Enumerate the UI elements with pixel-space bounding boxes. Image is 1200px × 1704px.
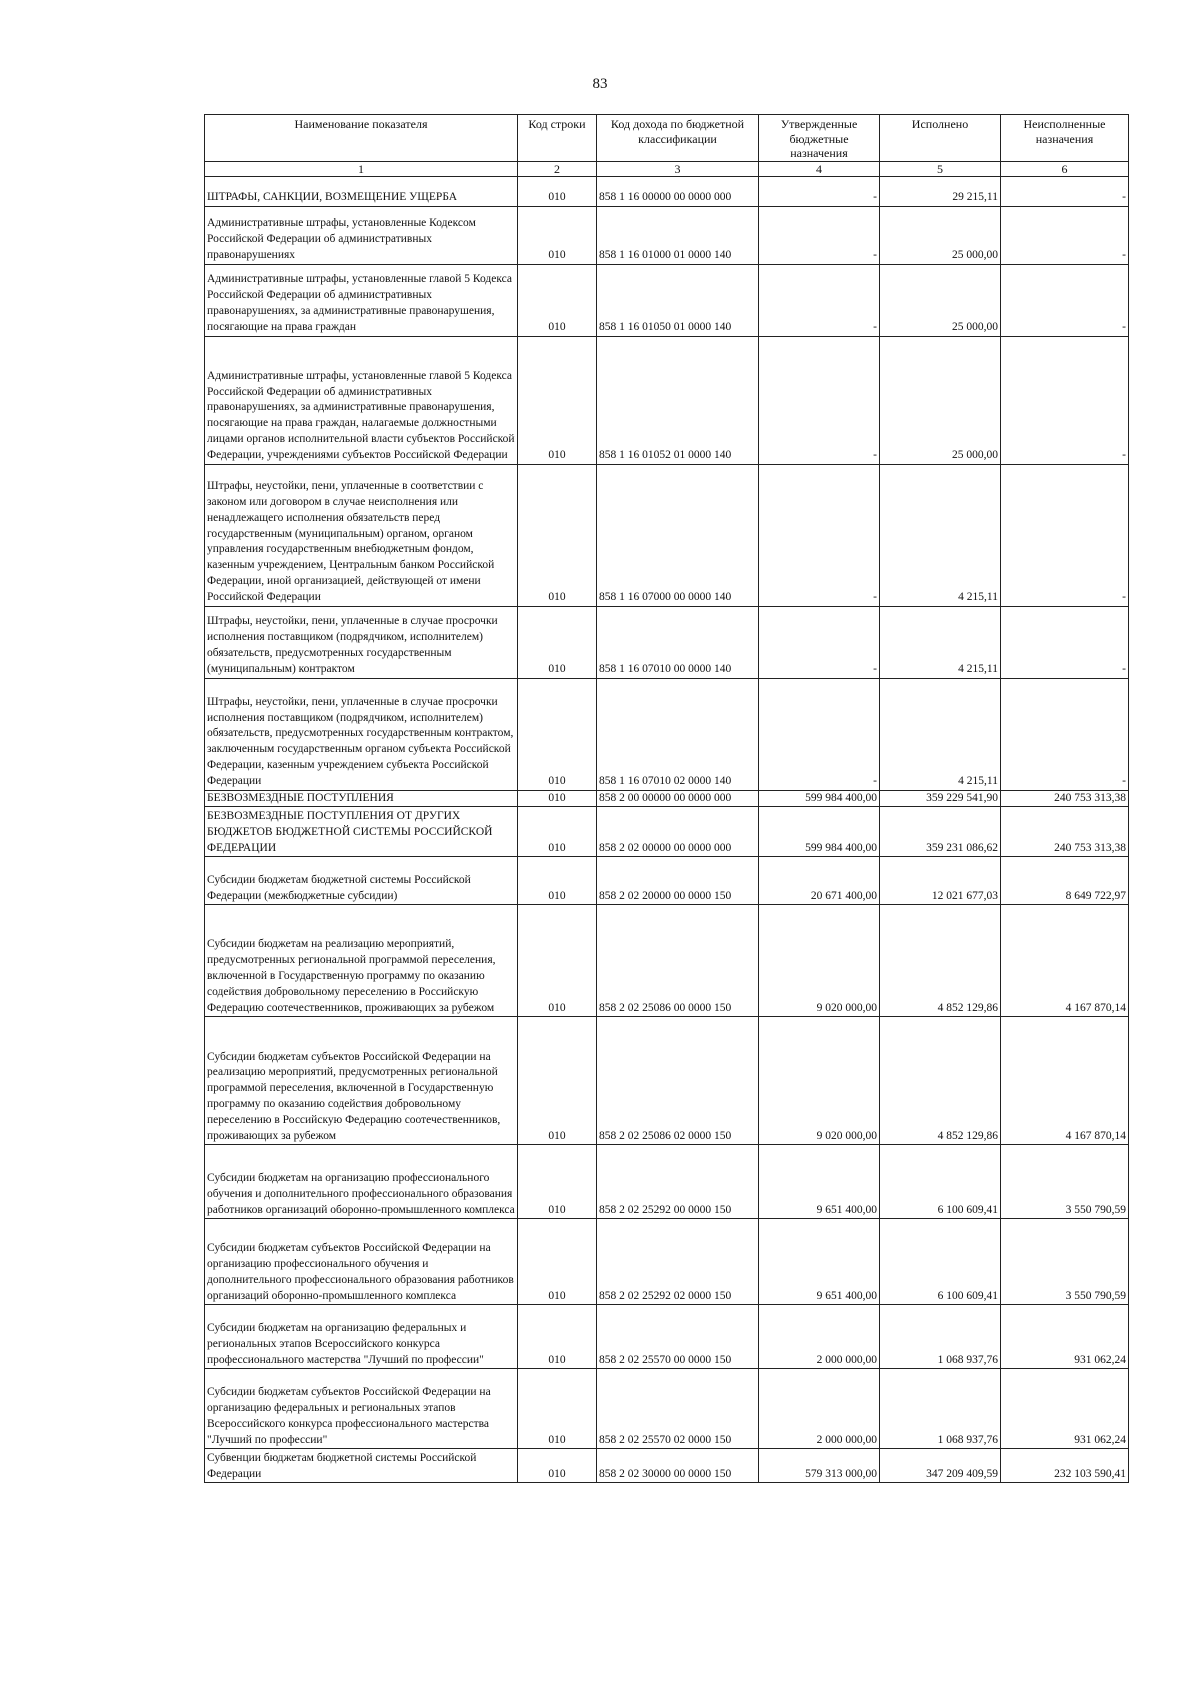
row-classification-code: 858 2 02 25292 02 0000 150 xyxy=(597,1219,759,1305)
row-executed: 25 000,00 xyxy=(880,336,1001,464)
row-name: Субсидии бюджетам субъектов Российской Федерации на организацию федеральных и региональных этапов Всероссийского конкурса профессионального мастерства "Лучший по профессии" xyxy=(205,1369,518,1449)
row-name: БЕЗВОЗМЕЗДНЫЕ ПОСТУПЛЕНИЯ ОТ ДРУГИХ БЮДЖЕТОВ БЮДЖЕТНОЙ СИСТЕМЫ РОССИЙСКОЙ ФЕДЕРАЦИИ xyxy=(205,807,518,857)
table-row xyxy=(205,807,1129,857)
row-executed: 4 215,11 xyxy=(880,606,1001,678)
table-row xyxy=(205,1449,1129,1483)
table-row xyxy=(205,1145,1129,1219)
row-unexecuted: 240 753 313,38 xyxy=(1001,790,1129,807)
row-code: 010 xyxy=(518,857,597,905)
row-unexecuted: 4 167 870,14 xyxy=(1001,905,1129,1017)
row-name: Субсидии бюджетам субъектов Российской Федерации на реализацию мероприятий, предусмотренных региональной программой переселения, включенной в Государственную программу по оказанию содействия добровольному переселению в Российскую Федерацию соотечественников, проживающих за рубежом xyxy=(205,1017,518,1145)
column-number: 1 xyxy=(205,161,518,176)
row-code: 010 xyxy=(518,464,597,606)
row-unexecuted: 8 649 722,97 xyxy=(1001,857,1129,905)
table-row xyxy=(205,678,1129,790)
page-number: 83 xyxy=(592,76,608,92)
row-approved: 9 020 000,00 xyxy=(759,905,880,1017)
row-executed: 25 000,00 xyxy=(880,206,1001,264)
row-classification-code: 858 1 16 01050 01 0000 140 xyxy=(597,264,759,336)
row-classification-code: 858 2 02 25292 00 0000 150 xyxy=(597,1145,759,1219)
budget-execution-table xyxy=(204,114,1129,1483)
header-row-code: Код строки xyxy=(518,115,597,162)
row-classification-code: 858 1 16 00000 00 0000 000 xyxy=(597,176,759,206)
column-numbers-row xyxy=(205,161,1129,176)
row-approved: - xyxy=(759,176,880,206)
table-row xyxy=(205,1017,1129,1145)
row-unexecuted: - xyxy=(1001,264,1129,336)
row-approved: - xyxy=(759,464,880,606)
row-unexecuted: 931 062,24 xyxy=(1001,1369,1129,1449)
row-code: 010 xyxy=(518,336,597,464)
row-classification-code: 858 2 02 25570 00 0000 150 xyxy=(597,1305,759,1369)
row-approved: 599 984 400,00 xyxy=(759,807,880,857)
row-classification-code: 858 1 16 07010 02 0000 140 xyxy=(597,678,759,790)
row-executed: 4 215,11 xyxy=(880,678,1001,790)
header-approved: Утвержденные бюджетные назначения xyxy=(759,115,880,162)
row-approved: 9 651 400,00 xyxy=(759,1219,880,1305)
row-approved: 579 313 000,00 xyxy=(759,1449,880,1483)
row-name: Субсидии бюджетам субъектов Российской Федерации на организацию профессионального обучения и дополнительного профессионального образования работников организаций оборонно-промышленного комплекса xyxy=(205,1219,518,1305)
row-classification-code: 858 1 16 01000 01 0000 140 xyxy=(597,206,759,264)
row-name: Административные штрафы, установленные главой 5 Кодекса Российской Федерации об административных правонарушениях, за административные правонарушения, посягающие на права граждан xyxy=(205,264,518,336)
row-classification-code: 858 1 16 07000 00 0000 140 xyxy=(597,464,759,606)
row-name: ШТРАФЫ, САНКЦИИ, ВОЗМЕЩЕНИЕ УЩЕРБА xyxy=(205,176,518,206)
row-code: 010 xyxy=(518,176,597,206)
row-executed: 4 215,11 xyxy=(880,464,1001,606)
table-row xyxy=(205,857,1129,905)
row-code: 010 xyxy=(518,1219,597,1305)
row-code: 010 xyxy=(518,790,597,807)
row-name: Субсидии бюджетам на реализацию мероприятий, предусмотренных региональной программой переселения, включенной в Государственную программу по оказанию содействия добровольному переселению в Российскую Федерацию соотечественников, проживающих за рубежом xyxy=(205,905,518,1017)
row-executed: 359 231 086,62 xyxy=(880,807,1001,857)
table-row xyxy=(205,1369,1129,1449)
row-name: Штрафы, неустойки, пени, уплаченные в случае просрочки исполнения поставщиком (подрядчиком, исполнителем) обязательств, предусмотренных государственным контрактом, заключенным государственным органом субъекта Российской Федерации, казенным учреждением субъекта Российской Федерации xyxy=(205,678,518,790)
row-classification-code: 858 2 02 25086 00 0000 150 xyxy=(597,905,759,1017)
row-name: Штрафы, неустойки, пени, уплаченные в случае просрочки исполнения поставщиком (подрядчиком, исполнителем) обязательств, предусмотренных государственным (муниципальным) контрактом xyxy=(205,606,518,678)
row-approved: - xyxy=(759,678,880,790)
table-row xyxy=(205,905,1129,1017)
table-row xyxy=(205,264,1129,336)
row-unexecuted: 3 550 790,59 xyxy=(1001,1145,1129,1219)
row-name: Субсидии бюджетам на организацию профессионального обучения и дополнительного профессионального образования работников организаций оборонно-промышленного комплекса xyxy=(205,1145,518,1219)
row-code: 010 xyxy=(518,1017,597,1145)
table-row xyxy=(205,206,1129,264)
row-code: 010 xyxy=(518,905,597,1017)
row-executed: 6 100 609,41 xyxy=(880,1145,1001,1219)
column-number: 6 xyxy=(1001,161,1129,176)
table-row xyxy=(205,464,1129,606)
header-unexecuted: Неисполненные назначения xyxy=(1001,115,1129,162)
table-row xyxy=(205,176,1129,206)
row-executed: 4 852 129,86 xyxy=(880,1017,1001,1145)
column-number: 2 xyxy=(518,161,597,176)
column-number: 5 xyxy=(880,161,1001,176)
row-code: 010 xyxy=(518,1449,597,1483)
header-income-code: Код дохода по бюджетной классификации xyxy=(597,115,759,162)
row-name: Субвенции бюджетам бюджетной системы Российской Федерации xyxy=(205,1449,518,1483)
row-code: 010 xyxy=(518,206,597,264)
row-approved: - xyxy=(759,206,880,264)
table-row xyxy=(205,336,1129,464)
row-code: 010 xyxy=(518,1369,597,1449)
row-code: 010 xyxy=(518,1145,597,1219)
row-code: 010 xyxy=(518,678,597,790)
row-name: Административные штрафы, установленные Кодексом Российской Федерации об административных правонарушениях xyxy=(205,206,518,264)
row-executed: 4 852 129,86 xyxy=(880,905,1001,1017)
row-unexecuted: 232 103 590,41 xyxy=(1001,1449,1129,1483)
row-name: Штрафы, неустойки, пени, уплаченные в соответствии с законом или договором в случае неисполнения или ненадлежащего исполнения обязательств перед государственным (муниципальным) органом, органом управления государственным внебюджетным фондом, казенным учреждением, Центральным банком Российской Федерации, иной организацией, действующей от имени Российской Федерации xyxy=(205,464,518,606)
row-approved: 599 984 400,00 xyxy=(759,790,880,807)
row-code: 010 xyxy=(518,807,597,857)
row-executed: 29 215,11 xyxy=(880,176,1001,206)
row-unexecuted: 3 550 790,59 xyxy=(1001,1219,1129,1305)
row-unexecuted: 240 753 313,38 xyxy=(1001,807,1129,857)
header-executed: Исполнено xyxy=(880,115,1001,162)
row-approved: 2 000 000,00 xyxy=(759,1369,880,1449)
table-row xyxy=(205,1305,1129,1369)
header-row xyxy=(205,115,1129,162)
row-executed: 347 209 409,59 xyxy=(880,1449,1001,1483)
row-classification-code: 858 2 00 00000 00 0000 000 xyxy=(597,790,759,807)
row-code: 010 xyxy=(518,1305,597,1369)
row-approved: - xyxy=(759,264,880,336)
table-row xyxy=(205,606,1129,678)
row-classification-code: 858 1 16 07010 00 0000 140 xyxy=(597,606,759,678)
row-classification-code: 858 2 02 25086 02 0000 150 xyxy=(597,1017,759,1145)
row-approved: - xyxy=(759,336,880,464)
column-number: 3 xyxy=(597,161,759,176)
row-approved: 9 020 000,00 xyxy=(759,1017,880,1145)
row-approved: 9 651 400,00 xyxy=(759,1145,880,1219)
row-executed: 6 100 609,41 xyxy=(880,1219,1001,1305)
row-classification-code: 858 2 02 20000 00 0000 150 xyxy=(597,857,759,905)
row-unexecuted: - xyxy=(1001,606,1129,678)
row-executed: 25 000,00 xyxy=(880,264,1001,336)
row-name: Субсидии бюджетам бюджетной системы Российской Федерации (межбюджетные субсидии) xyxy=(205,857,518,905)
row-code: 010 xyxy=(518,606,597,678)
row-approved: 2 000 000,00 xyxy=(759,1305,880,1369)
row-unexecuted: - xyxy=(1001,336,1129,464)
row-code: 010 xyxy=(518,264,597,336)
row-unexecuted: - xyxy=(1001,206,1129,264)
row-name: Административные штрафы, установленные главой 5 Кодекса Российской Федерации об административных правонарушениях, за административные правонарушения, посягающие на права граждан, налагаемые должностными лицами органов исполнительной власти субъектов Российской Федерации, учреждениями субъектов Российской Федерации xyxy=(205,336,518,464)
table-row xyxy=(205,790,1129,807)
row-unexecuted: - xyxy=(1001,176,1129,206)
row-approved: - xyxy=(759,606,880,678)
row-executed: 359 229 541,90 xyxy=(880,790,1001,807)
row-unexecuted: 931 062,24 xyxy=(1001,1305,1129,1369)
row-executed: 12 021 677,03 xyxy=(880,857,1001,905)
row-executed: 1 068 937,76 xyxy=(880,1369,1001,1449)
row-classification-code: 858 1 16 01052 01 0000 140 xyxy=(597,336,759,464)
table-row xyxy=(205,1219,1129,1305)
header-name: Наименование показателя xyxy=(205,115,518,162)
row-classification-code: 858 2 02 30000 00 0000 150 xyxy=(597,1449,759,1483)
row-classification-code: 858 2 02 25570 02 0000 150 xyxy=(597,1369,759,1449)
row-approved: 20 671 400,00 xyxy=(759,857,880,905)
column-number: 4 xyxy=(759,161,880,176)
row-name: Субсидии бюджетам на организацию федеральных и региональных этапов Всероссийского конкурса профессионального мастерства "Лучший по профессии" xyxy=(205,1305,518,1369)
row-unexecuted: - xyxy=(1001,464,1129,606)
row-name: БЕЗВОЗМЕЗДНЫЕ ПОСТУПЛЕНИЯ xyxy=(205,790,518,807)
row-unexecuted: - xyxy=(1001,678,1129,790)
row-classification-code: 858 2 02 00000 00 0000 000 xyxy=(597,807,759,857)
row-executed: 1 068 937,76 xyxy=(880,1305,1001,1369)
row-unexecuted: 4 167 870,14 xyxy=(1001,1017,1129,1145)
